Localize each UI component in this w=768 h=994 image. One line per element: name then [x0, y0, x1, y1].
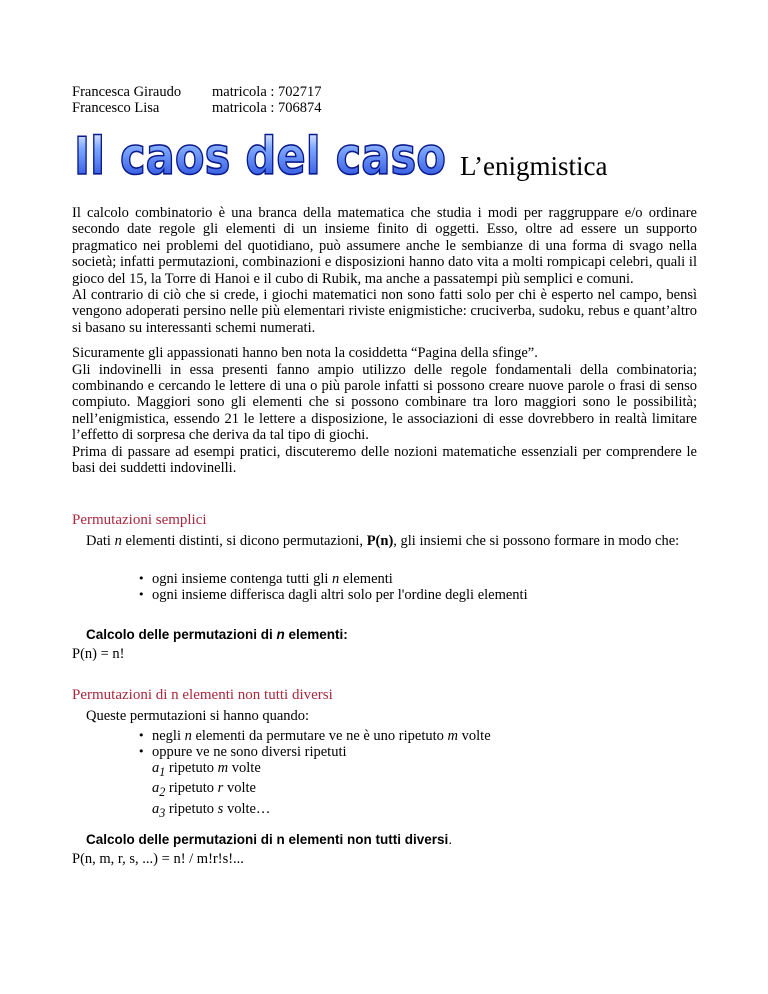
paragraph: Prima di passare ad esempi pratici, discuteremo delle nozioni matematiche essenziali per comprendere le basi dei suddetti indovinelli. — [72, 443, 697, 477]
formula: P(n) = n! — [72, 646, 125, 662]
section-intro: Queste permutazioni si hanno quando: — [86, 708, 310, 724]
paragraph: Sicuramente gli appassionati hanno ben nota la cosiddetta “Pagina della sfinge”. — [72, 345, 538, 362]
calc-heading: Calcolo delle permutazioni di n elementi: — [86, 627, 348, 642]
author-name: Francesca Giraudo — [72, 84, 182, 100]
author-row — [72, 100, 322, 116]
section-heading: Permutazioni semplici — [72, 512, 207, 528]
repeated-element-line: $a_3$ ripetuto s volte… — [152, 800, 271, 820]
author-matricola: matricola : 702717 — [212, 84, 322, 100]
author-row — [72, 84, 322, 100]
section-heading: Permutazioni di n elementi non tutti diversi — [72, 687, 333, 703]
author-matricola: matricola : 706874 — [212, 100, 322, 116]
list-item: • oppure ve ne sono diversi ripetuti — [152, 744, 768, 760]
section-body — [72, 533, 697, 549]
wordart-title-text: Il caos del caso — [74, 127, 446, 186]
list-item: • ogni insieme differisca dagli altri solo per l'ordine degli elementi — [152, 587, 768, 603]
repeated-element-line: $a_2$ ripetuto r volte — [152, 780, 256, 800]
wordart-title-logo — [72, 124, 452, 186]
bullet-list — [72, 728, 768, 761]
intro-text — [72, 205, 697, 477]
list-item: • negli n elementi da permutare ve ne è uno ripetuto m volte — [152, 728, 768, 744]
repeated-element-line: $a_1$ ripetuto m volte — [152, 760, 261, 779]
page-subtitle: L’enigmistica — [460, 151, 608, 181]
paragraph: Il calcolo combinatorio è una branca della matematica che studia i modi per raggruppare e/o ordinare secondo date regole gli elementi di un insieme finito di oggetti. Esso, oltre ad essere un supporto pragmatico nei problemi del quotidiano, può assumere anche le sembianze di una forma di svago nella società; infatti permutazioni, combinazioni e disposizioni hanno dato vita a molti rompicapi celebri, quali il gioco del 15, la Torre di Hanoi e il cubo di Rubik, ma anche a passatempi più semplici e comuni. — [72, 205, 697, 287]
list-item: • ogni insieme contenga tutti gli n elementi — [152, 571, 768, 587]
author-name: Francesco Lisa — [72, 100, 160, 116]
paragraph: Al contrario di ciò che si crede, i giochi matematici non sono fatti solo per chi è esperto nel campo, bensì vengono adoperati persino nelle più elementari riviste enigmistiche: cruciverba, sudoku, rebus e quant’altro si basano su interessanti schemi numerati. — [72, 287, 697, 336]
section-body — [72, 708, 697, 724]
section-intro: Dati n elementi distinti, si dicono permutazioni, P(n), gli insiemi che si possono formare in modo che: — [86, 533, 680, 549]
author-block — [72, 84, 322, 116]
calc-heading: Calcolo delle permutazioni di n elementi non tutti diversi. — [86, 832, 453, 847]
bullet-list — [72, 571, 768, 604]
repeated-elements-list — [72, 760, 768, 821]
formula: P(n, m, r, s, ...) = n! / m!r!s!... — [72, 851, 244, 867]
title-row — [72, 124, 697, 186]
paragraph: Gli indovinelli in essa presenti fanno ampio utilizzo delle regole fondamentali della combinatoria; combinando e cercando le lettere di una o più parole infatti si possono creare nuove parole o frasi di senso compiuto. Maggiori sono gli elementi che si possono combinare tra loro maggiori sono le possibilità; nell’enigmistica, essendo 21 le lettere a disposizione, le associazioni di esse dovrebbero in realtà limitare l’effetto di sorpresa che deriva da tal tipo di giochi. — [72, 361, 697, 444]
